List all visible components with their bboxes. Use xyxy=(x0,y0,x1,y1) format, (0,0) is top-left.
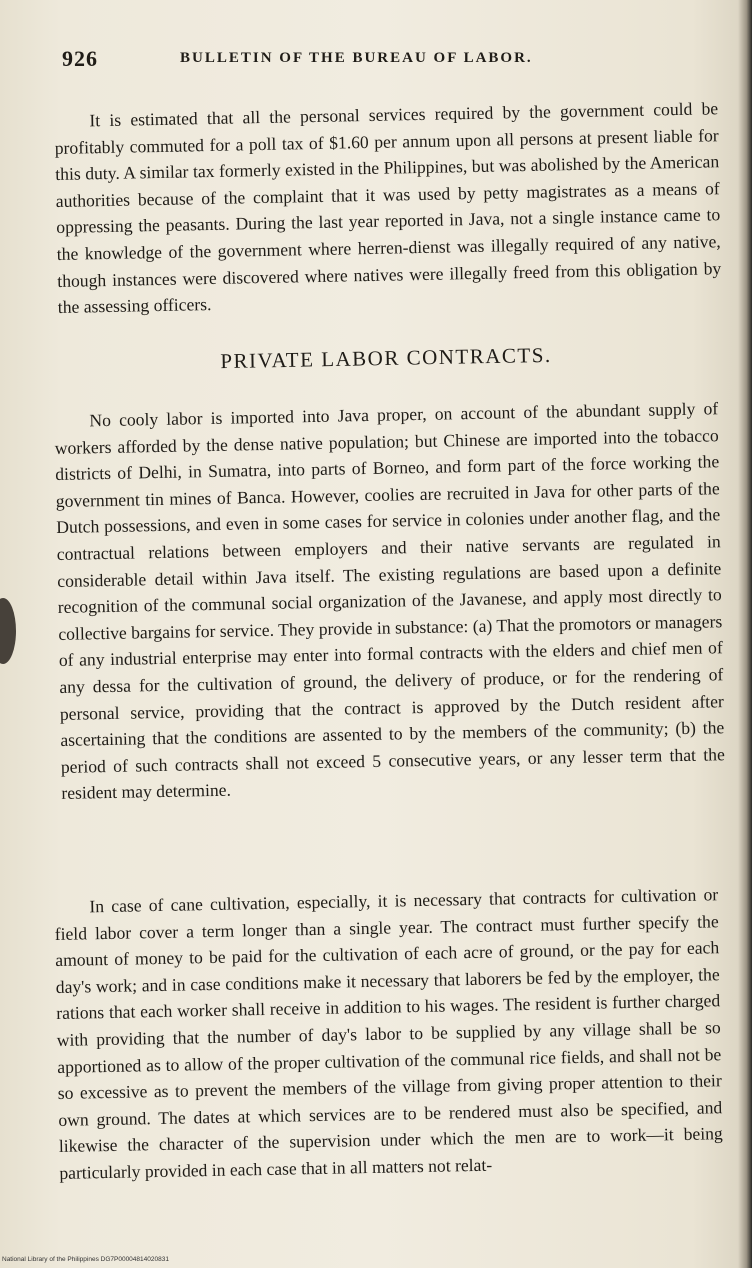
paragraph-poll-tax: It is estimated that all the personal services required by the government could be profitably commuted for a poll tax of $1.60 per annum upon all persons at present liable for this duty. A similar tax formerly existed in the Philippines, but was abolished by the American authorities because of the complaint that it was used by petty magistrates as a means of oppressing the peasants. During the last year reported in Java, not a single instance came to the knowledge of the government where herren-dienst was illegally required of any native, though instances were discovered where natives were illegally freed from this obligation by the assessing officers. xyxy=(54,97,722,317)
page-number: 926 xyxy=(62,46,98,71)
paragraph-cooly-labor: No cooly labor is imported into Java proper, on account of the abundant supply of workers afforded by the dense native population; but Chinese are imported into the tobacco districts of Delhi, in Sumatra, into parts of Borneo, and form part of the force working the government tin mines of Banca. However, coolies are recruited in Java for other parts of the Dutch possessions, and even in some cases for service in colonies under another flag, and the contractual relations between employers and their native servants are regulated in considerable detail within Java itself. The existing regulations are based upon a definite recognition of the communal social organization of the Javanese, and apply most directly to collective bargains for service. They provide in substance: (a) That the promotors or managers of any industrial enterprise may enter into formal contracts with the elders and chief men of any dessa for the cultivation of ground, the delivery of produce, or for the rendering of personal service, providing that the contract is approved by the Dutch resident after ascertaining that the conditions are assented to by the members of the community; (b) the period of such contracts shall not exceed 5 consecutive years, or any lesser term that the resident may determine. xyxy=(54,397,725,803)
page-header xyxy=(62,40,712,70)
paragraph-cane-cultivation: In case of cane cultivation, especially, it is necessary that contracts for cultivation or field labor cover a term longer than a single year. The contract must further specify the amount of money to be paid for the cultivation of each acre of ground, or the pay for each day's work; and in case conditions make it necessary that laborers be fed by the employer, the rations that each worker shall receive in addition to his wages. The resident is further charged with providing that the number of day's labor to be supplied by any village shall be so apportioned as to allow of the proper cultivation of the communal rice fields, and shall not be so excessive as to prevent the members of the village from giving proper attention to their own ground. The dates at which services are to be rendered must also be specified, and likewise the character of the supervision under which the men are to work—it being particularly provided in each case that in all matters not relat- xyxy=(54,883,723,1183)
running-title: BULLETIN OF THE BUREAU OF LABOR. xyxy=(180,50,533,66)
binding-shadow xyxy=(738,0,752,1268)
scan-credit: National Library of the Philippines DG7P00004814020831 xyxy=(2,1256,169,1263)
section-heading: PRIVATE LABOR CONTRACTS. xyxy=(220,342,552,374)
page-stain xyxy=(0,598,16,664)
